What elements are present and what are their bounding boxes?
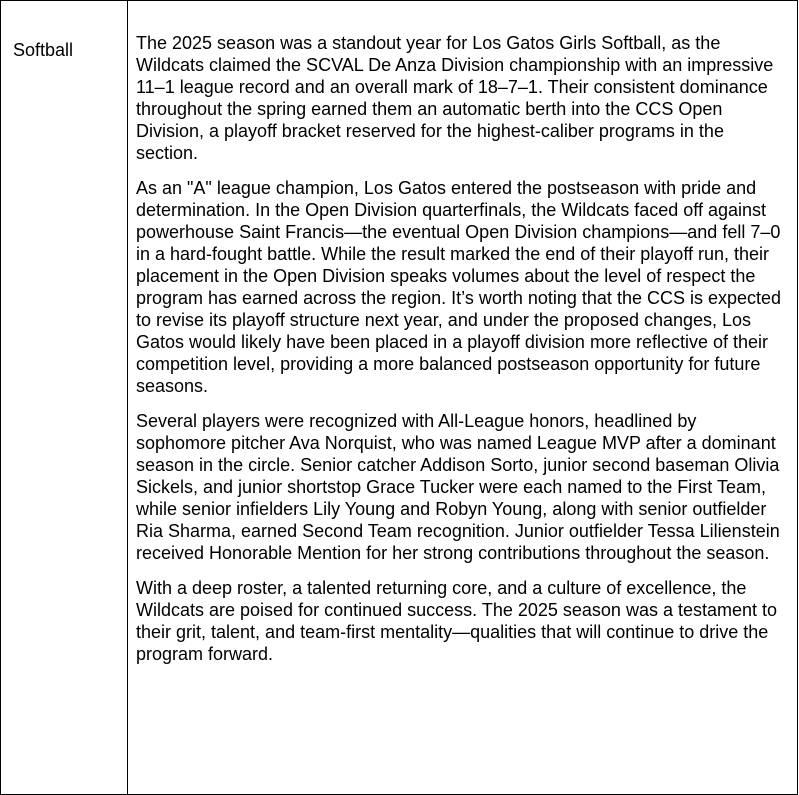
paragraph-season-overview: The 2025 season was a standout year for Los Gatos Girls Softball, as the Wildcats claimed the SCVAL De Anza Division championship with an impressive 11–1 league record and an overall mark of 18–7–1. Their consistent dominance throughout the spring earned them an automatic berth into the CCS Open Division, a playoff bracket reserved for the highest-caliber programs in the section. (136, 33, 774, 163)
sport-label: Softball (13, 40, 74, 60)
season-summary-cell (128, 1, 798, 795)
paragraph-all-league-honors: Several players were recognized with All-League honors, headlined by sophomore pitcher Ava Norquist, who was named League MVP after a dominant season in the circle. Senior catcher Addison Sorto, junior second baseman Olivia Sickels, and junior shortstop Grace Tucker were each named to the First Team, while senior infielders Lily Young and Robyn Young, along with senior outfielder Ria Sharma, earned Second Team recognition. Junior outfielder Tessa Lilienstein received Honorable Mention for her strong contributions throughout the season. (136, 411, 780, 563)
table-row (1, 1, 798, 795)
paragraph-outlook: With a deep roster, a talented returning core, and a culture of excellence, the Wildcats are poised for continued success. The 2025 season was a testament to their grit, talent, and team-first mentality—qualities that will continue to drive the program forward. (136, 578, 778, 664)
sport-label-cell (1, 1, 128, 795)
paragraph-postseason: As an "A" league champion, Los Gatos entered the postseason with pride and determination. In the Open Division quarterfinals, the Wildcats faced off against powerhouse Saint Francis—the eventual Open Division champions—and fell 7–0 in a hard-fought battle. While the result marked the end of their playoff run, their placement in the Open Division speaks volumes about the level of respect the program has earned across the region. It’s worth noting that the CCS is expected to revise its playoff structure next year, and under the proposed changes, Los Gatos would likely have been placed in a playoff division more reflective of their competition level, providing a more balanced postseason opportunity for future seasons. (136, 178, 782, 396)
season-summary (128, 1, 797, 665)
